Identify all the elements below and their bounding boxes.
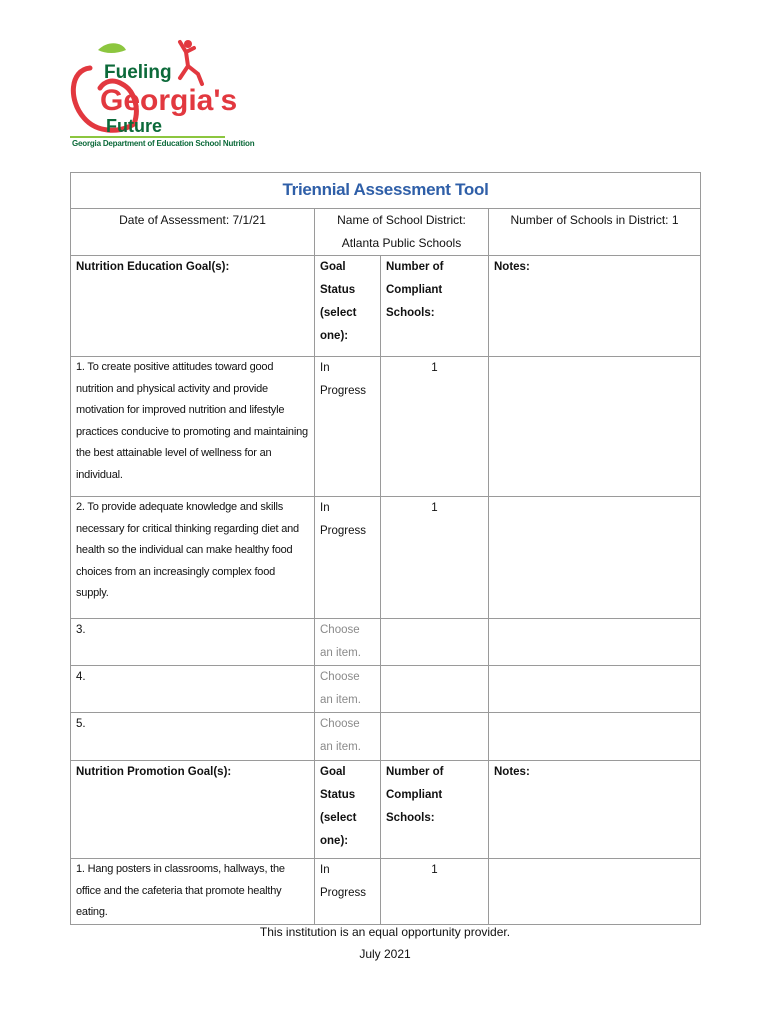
education-goal-3-status[interactable]: Choose an item.	[315, 619, 381, 666]
education-goal-1-status[interactable]: In Progress	[315, 357, 381, 497]
compliant-schools-heading: Number of Compliant Schools:	[381, 256, 489, 357]
education-goal-4-notes[interactable]	[489, 666, 701, 713]
education-goal-1-notes[interactable]	[489, 357, 701, 497]
promotion-compliant-heading: Number of Compliant Schools:	[381, 761, 489, 859]
education-goal-3-text[interactable]: 3.	[71, 619, 315, 666]
promotion-status-heading: Goal Status (select one):	[315, 761, 381, 859]
education-goal-1-text: 1. To create positive attitudes toward good nutrition and physical activity and provide motivation for improved nutrition and lifestyle practices conducive to promoting and maintaining the best attainable level of wellness for an individual.	[71, 357, 315, 497]
education-goal-2-text: 2. To provide adequate knowledge and skills necessary for critical thinking regarding diet and health so the individual can make healthy food choices from an increasingly complex food supply.	[71, 497, 315, 619]
education-goal-4-text[interactable]: 4.	[71, 666, 315, 713]
date-of-assessment: Date of Assessment: 7/1/21	[71, 209, 315, 256]
leaf-icon	[98, 43, 126, 53]
promotion-goal-1-notes[interactable]	[489, 859, 701, 925]
form-title: Triennial Assessment Tool	[71, 173, 701, 209]
education-goal-2-status[interactable]: In Progress	[315, 497, 381, 619]
notes-heading: Notes:	[489, 256, 701, 357]
education-goal-4-compliant[interactable]	[381, 666, 489, 713]
education-goal-2-compliant[interactable]: 1	[381, 497, 489, 619]
promotion-notes-heading: Notes:	[489, 761, 701, 859]
education-goal-3-compliant[interactable]	[381, 619, 489, 666]
district-name[interactable]: Name of School District: Atlanta Public Schools	[315, 209, 489, 256]
svg-text:Future: Future	[106, 116, 162, 136]
education-goal-2-notes[interactable]	[489, 497, 701, 619]
promotion-goal-1-status[interactable]: In Progress	[315, 859, 381, 925]
footer-date: July 2021	[359, 947, 411, 961]
education-goal-5-compliant[interactable]	[381, 713, 489, 761]
education-goal-1-compliant[interactable]: 1	[381, 357, 489, 497]
school-count: Number of Schools in District: 1	[489, 209, 701, 256]
triennial-assessment-table	[70, 172, 701, 925]
promotion-goal-1-text: 1. Hang posters in classrooms, hallways, the office and the cafeteria that promote healthy eating.	[71, 859, 315, 925]
promotion-goal-1-compliant[interactable]: 1	[381, 859, 489, 925]
promotion-goals-heading: Nutrition Promotion Goal(s):	[71, 761, 315, 859]
education-goals-heading: Nutrition Education Goal(s):	[71, 256, 315, 357]
logo-divider	[70, 136, 225, 138]
education-goal-5-text[interactable]: 5.	[71, 713, 315, 761]
education-goal-5-status[interactable]: Choose an item.	[315, 713, 381, 761]
svg-text:Georgia's: Georgia's	[100, 84, 238, 117]
education-goal-5-notes[interactable]	[489, 713, 701, 761]
equal-opportunity-statement: This institution is an equal opportunity provider.	[259, 925, 511, 939]
education-goal-3-notes[interactable]	[489, 619, 701, 666]
logo-caption: Georgia Department of Education School Nutrition	[72, 139, 255, 148]
goal-status-heading: Goal Status (select one):	[315, 256, 381, 357]
svg-text:Fueling: Fueling	[104, 62, 172, 83]
education-goal-4-status[interactable]: Choose an item.	[315, 666, 381, 713]
